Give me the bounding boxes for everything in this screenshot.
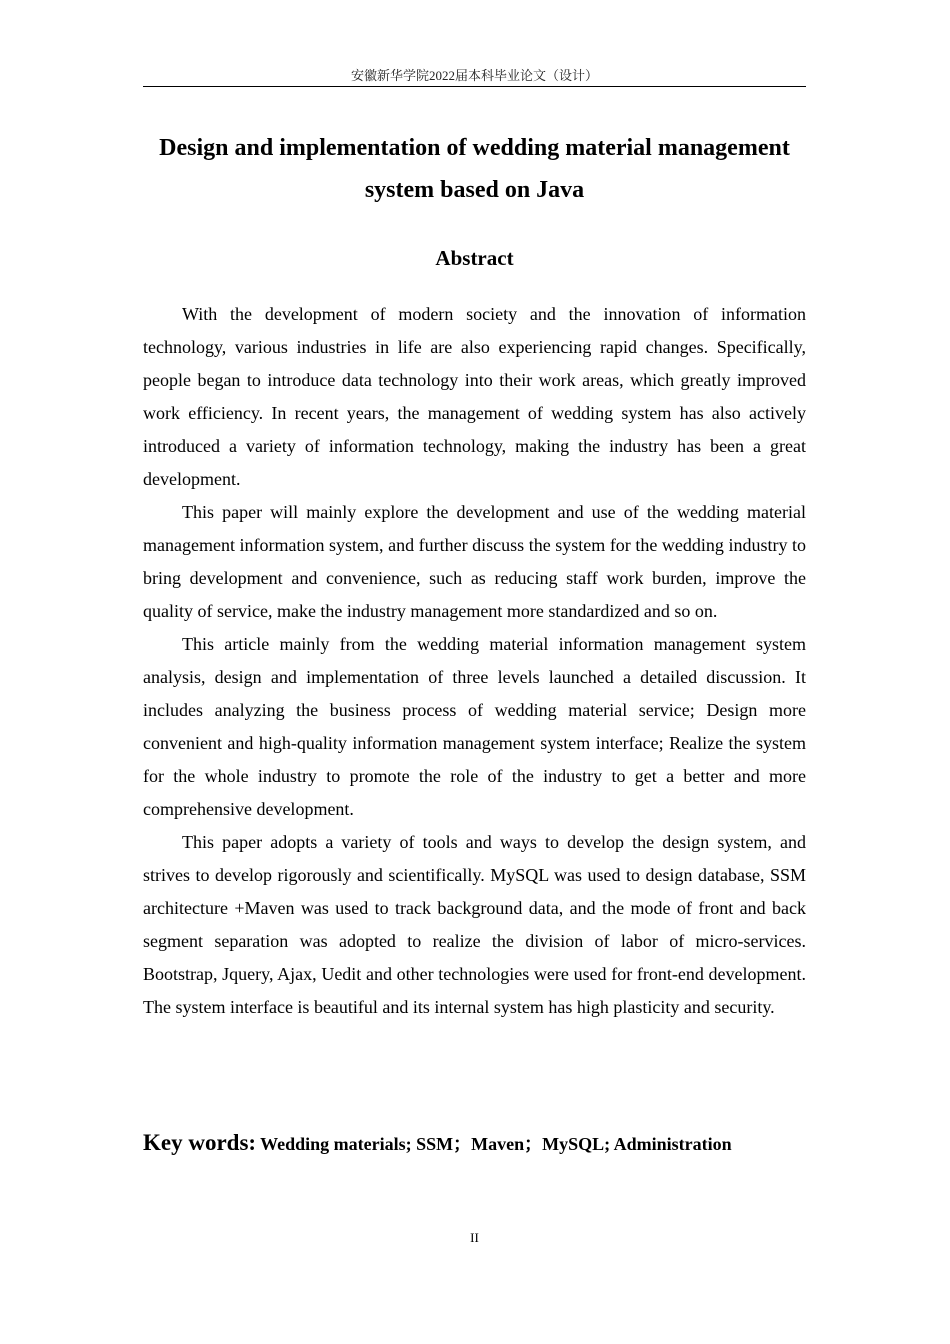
keywords-line xyxy=(143,1126,823,1163)
running-header: 安徽新华学院2022届本科毕业论文（设计） xyxy=(350,68,598,83)
paper-title-line-2: system based on Java xyxy=(364,177,585,203)
abstract-paragraph-3: This article mainly from the wedding material information management system analysis, design and implementation of three levels launched a detailed discussion. It includes analyzing the business process of wedding material service; Design more convenient and high-quality information management system interface; Realize the system for the whole industry to promote the role of the industry to get a better and more comprehensive development. xyxy=(143,634,806,819)
page-number: II xyxy=(470,1230,479,1245)
abstract-paragraph-1: With the development of modern society and the innovation of information technology, various industries in life are also experiencing rapid changes. Specifically, people began to introduce data technology into their work areas, which greatly improved work efficiency. In recent years, the management of wedding system has also actively introduced a variety of information technology, making the industry has been a great development. xyxy=(143,304,806,489)
abstract-paragraph-4: This paper adopts a variety of tools and ways to develop the design system, and strives to develop rigorously and scientifically. MySQL was used to design database, SSM architecture +Maven was used to track background data, and the mode of front and back segment separation was adopted to realize the division of labor of micro-services. Bootstrap, Jquery, Ajax, Uedit and other technologies were used for front-end development. The system interface is beautiful and its internal system has high plasticity and security. xyxy=(143,832,806,1017)
abstract-heading: Abstract xyxy=(435,246,514,270)
keywords-list: Wedding materials; SSM；Maven；MySQL; Administration xyxy=(260,1134,732,1154)
keywords-label: Key words: xyxy=(143,1130,257,1155)
paper-title-line-1: Design and implementation of wedding material management xyxy=(159,135,790,161)
paper-title xyxy=(143,127,806,211)
abstract-body xyxy=(143,298,806,1024)
abstract-paragraph-2: This paper will mainly explore the development and use of the wedding material management information system, and further discuss the system for the wedding industry to bring development and convenience, such as reducing staff work burden, improve the quality of service, make the industry management more standardized and so on. xyxy=(143,502,806,621)
header-divider xyxy=(143,86,806,87)
